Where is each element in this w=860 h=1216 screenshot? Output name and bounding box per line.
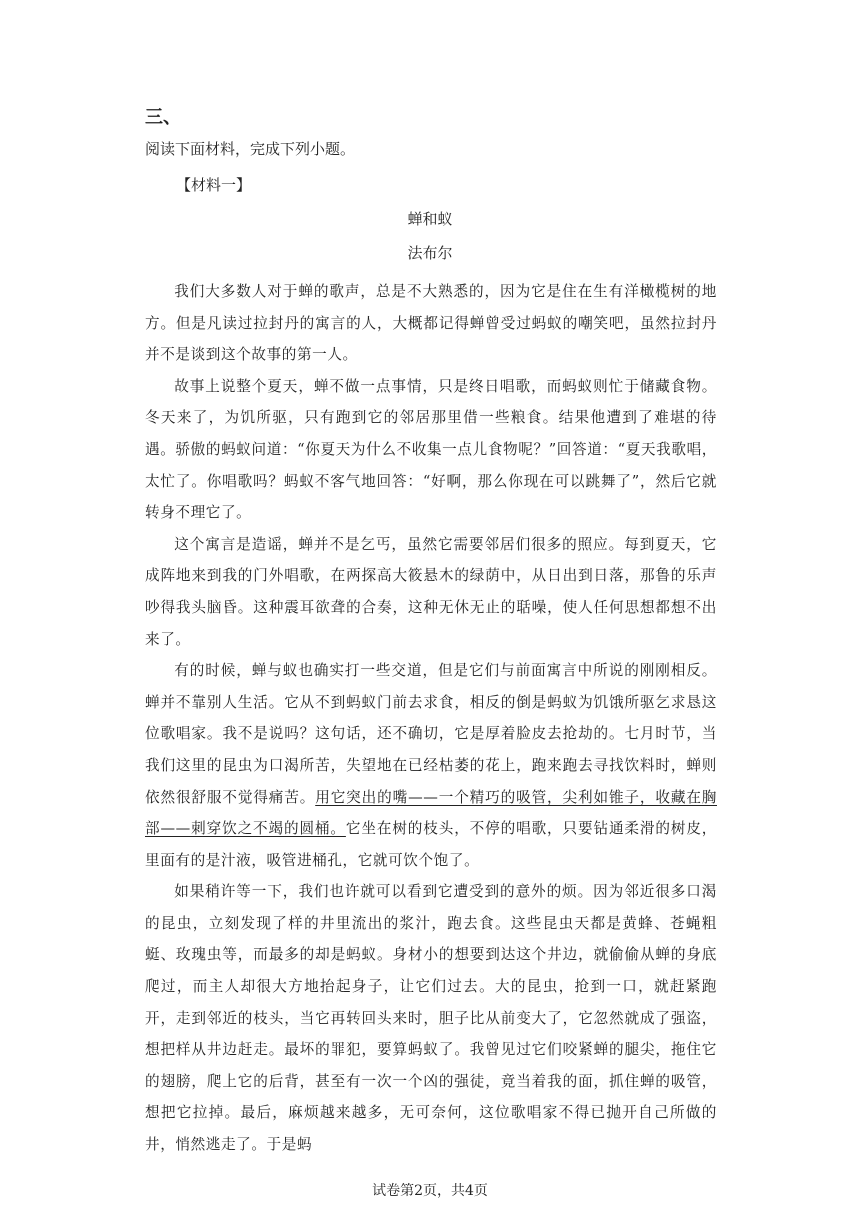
section-number: 三、 bbox=[145, 107, 181, 128]
instruction-text: 阅读下面材料，完成下列小题。 bbox=[145, 140, 356, 158]
material-label: 【材料一】 bbox=[176, 176, 252, 194]
paragraph-4 bbox=[145, 655, 717, 876]
article-title: 蝉和蚁 bbox=[407, 210, 453, 228]
paragraph-4-text-start: 有的时候，蝉与蚁也确实打一些交道，但是它们与前面寓言中所说的刚刚相反。蝉并不靠别人生活。它从不到蚂蚁门前去求食，相反的倒是蚂蚁为饥饿所驱乞求恳这位歌唱家。我不是说吗？这句话，还不确切，它是厚着脸皮去抢劫的。七月时节，当我们这里的昆虫为口渴所苦，失望地在已经枯萎的花上，跑来跑去寻找饮料时，蝉则依然很舒服不觉得痛苦。 bbox=[145, 662, 717, 806]
paragraph-1: 我们大多数人对于蝉的歌声，总是不大熟悉的，因为它是住在生有洋橄榄树的地方。但是凡读过拉封丹的寓言的人，大概都记得蝉曾受过蚂蚁的嘲笑吧，虽然拉封丹并不是谈到这个故事的第一人。 bbox=[145, 283, 717, 364]
paragraph-3: 这个寓言是造谣，蝉并不是乞丐，虽然它需要邻居们很多的照应。每到夏天，它成阵地来到我的门外唱歌，在两探高大筱悬木的绿荫中，从日出到日落，那鲁的乐声吵得我头脑昏。这种震耳欲聋的合奏，这种无休无止的聒噪，使人任何思想都想不出来了。 bbox=[145, 535, 717, 648]
article-author: 法布尔 bbox=[407, 244, 453, 262]
paragraph-5: 如果稍许等一下，我们也许就可以看到它遭受到的意外的烦。因为邻近很多口渴的昆虫，立刻发现了样的井里流出的浆汁，跑去食。这些昆虫天都是黄蜂、苍蝇粗蜓、玫瑰虫等，而最多的却是蚂蚁。身材小的想要到达这个井边，就偷偷从蝉的身底爬过，而主人却很大方地抬起身子，让它们过去。大的昆虫，抢到一口，就赶紧跑开，走到邻近的枝头，当它再转回头来时，胆子比从前变大了，它忽然就成了强盗，想把样从井边赶走。最坏的罪犯，要算蚂蚁了。我曾见过它们咬紧蝉的腿尖，拖住它的翅膀，爬上它的后背，甚至有一次一个凶的强徒，竟当着我的面，抓住蝉的吸管，想把它拉掉。最后，麻烦越来越多，无可奈何，这位歌唱家不得已抛开自己所做的井，悄然逃走了。于是蚂 bbox=[145, 883, 717, 1154]
page-footer: 试卷第2页，共4页 bbox=[372, 1183, 488, 1199]
paragraph-4-text-end: 它坐在树的枝头，不停的唱歌，只要钻通柔滑的树皮，里面有的是汁液，吸管进桶孔，它就可饮个饱了。 bbox=[145, 820, 717, 869]
article-body bbox=[145, 276, 717, 1161]
underlined-sentence: 用它突出的嘴——一个精巧的吸管，尖利如锥子，收藏在胸部——刺穿饮之不竭的圆桶。 bbox=[145, 788, 717, 838]
paragraph-2: 故事上说整个夏天，蝉不做一点事情，只是终日唱歌，而蚂蚁则忙于储藏食物。冬天来了，为饥所驱，只有跑到它的邻居那里借一些粮食。结果他遭到了难堪的待遇。骄傲的蚂蚁问道：“你夏天为什么不收集一点儿食物呢？”回答道：“夏天我歌唱，太忙了。你唱歌吗？蚂蚁不客气地回答：“好啊，那么你现在可以跳舞了”，然后它就转身不理它了。 bbox=[145, 377, 717, 522]
